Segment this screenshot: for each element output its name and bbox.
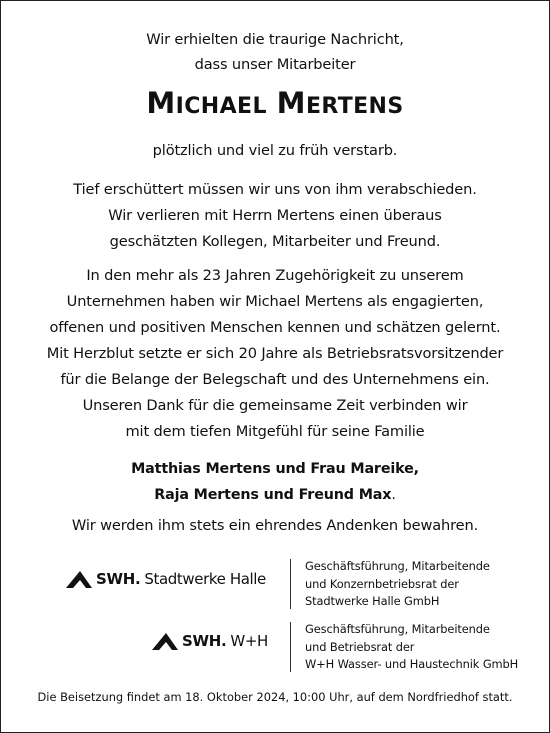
- swh-arrow-logo-icon: [66, 570, 92, 588]
- logo-bold-text: SWH.: [96, 570, 141, 588]
- last-name-rest: ERTENS: [305, 94, 404, 119]
- death-line: plötzlich und viel zu früh verstarb.: [152, 142, 398, 159]
- text-line: In den mehr als 23 Jahren Zugehörigkeit zu unserem: [86, 267, 464, 284]
- sender-stadtwerke: [305, 558, 490, 611]
- intro-line-1: Wir erhielten die traurige Nachricht,: [146, 31, 404, 48]
- closing-line: Wir werden ihm stets ein ehrendes Andenken bewahren.: [71, 517, 479, 534]
- family-line-2-bold: Raja Mertens und Freund Max: [154, 487, 392, 503]
- sender-wh: [305, 621, 518, 674]
- divider: [290, 622, 291, 672]
- wh-logo: [152, 632, 268, 650]
- sender-line: Stadtwerke Halle GmbH: [305, 594, 440, 608]
- text-line: Unternehmen haben wir Michael Mertens als engagierten,: [66, 293, 484, 310]
- intro-line-2: dass unser Mitarbeiter: [194, 56, 356, 73]
- sender-line: Geschäftsführung, Mitarbeitende: [305, 622, 490, 636]
- deceased-name: [0, 86, 550, 120]
- paragraph-farewell: [0, 177, 550, 255]
- first-name-rest: ICHAEL: [175, 94, 267, 119]
- text-line: Wir verlieren mit Herrn Mertens einen überaus: [108, 207, 442, 224]
- text-line: geschätzten Kollegen, Mitarbeiter und Freund.: [109, 233, 441, 250]
- text-line: Unseren Dank für die gemeinsame Zeit verbinden wir: [82, 397, 468, 414]
- family-line-2: [0, 482, 550, 508]
- first-name-initial: M: [146, 86, 176, 120]
- logo-bold-text: SWH.: [182, 632, 227, 650]
- sender-line: Geschäftsführung, Mitarbeitende: [305, 559, 490, 573]
- paragraph-tribute: [0, 263, 550, 445]
- text-line: Tief erschüttert müssen wir uns von ihm verabschieden.: [73, 181, 477, 198]
- text-line: für die Belange der Belegschaft und des Unternehmens ein.: [60, 371, 490, 388]
- logo-regular-text: Stadtwerke Halle: [144, 570, 266, 588]
- family-line-2-end: .: [391, 487, 396, 503]
- text-line: mit dem tiefen Mitgefühl für seine Familie: [125, 423, 425, 440]
- stadtwerke-halle-logo: [66, 570, 266, 588]
- family-line-1: Matthias Mertens und Frau Mareike,: [131, 461, 419, 477]
- sender-line: und Konzernbetriebsrat der: [305, 576, 459, 591]
- sender-line: W+H Wasser- und Haustechnik GmbH: [305, 657, 519, 671]
- funeral-notice: Die Beisetzung findet am 18. Oktober 2024, 10:00 Uhr, auf dem Nordfriedhof statt.: [37, 690, 513, 704]
- last-name-initial: M: [276, 86, 306, 120]
- family-names: [0, 456, 550, 508]
- text-line: offenen und positiven Menschen kennen und schätzen gelernt.: [49, 319, 501, 336]
- swh-arrow-logo-icon: [152, 632, 178, 650]
- text-line: Mit Herzblut setzte er sich 20 Jahre als Betriebsratsvorsitzender: [46, 345, 504, 362]
- sender-line: und Betriebsrat der: [305, 639, 415, 654]
- divider: [290, 559, 291, 609]
- logo-regular-text: W+H: [230, 632, 268, 650]
